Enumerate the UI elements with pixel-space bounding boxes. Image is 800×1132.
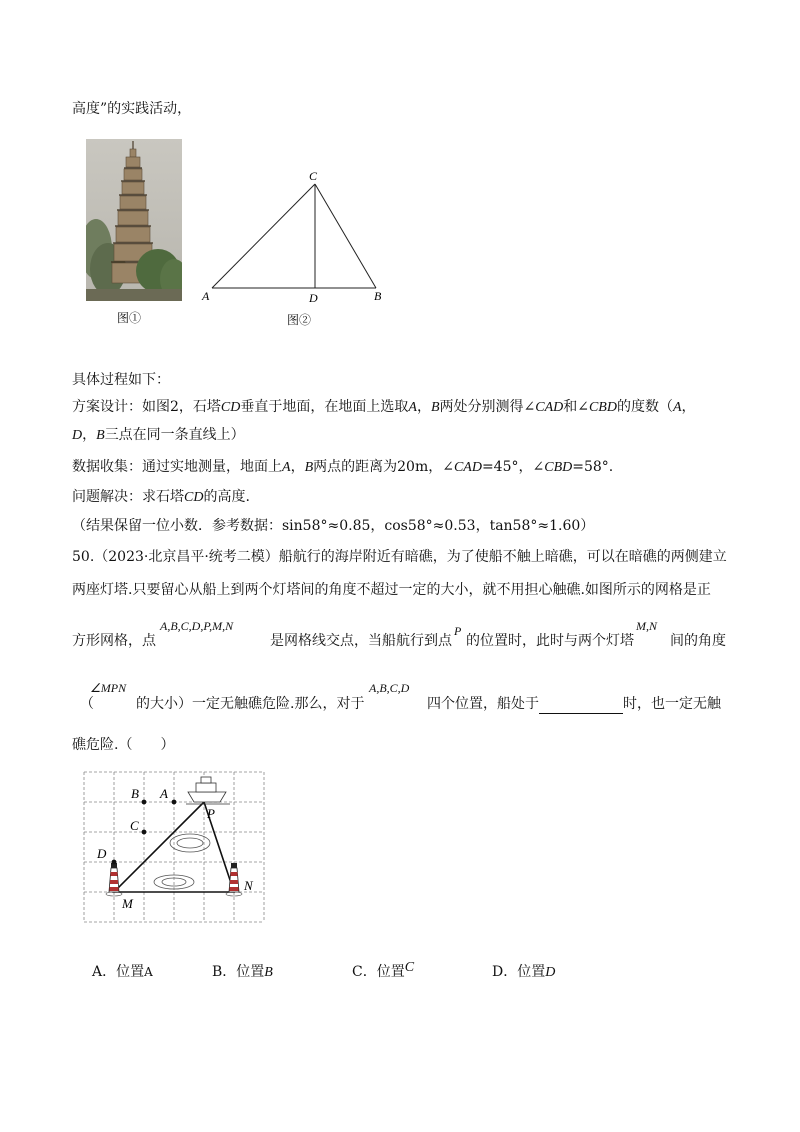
- label-d: D: [309, 291, 318, 305]
- design-angle-cad: CAD: [535, 400, 564, 415]
- data-text-d: =45°，∠: [481, 459, 545, 475]
- design2-text-a: ，: [82, 427, 97, 443]
- design-point-b: B: [430, 400, 440, 415]
- label-a: A: [202, 289, 210, 303]
- design-text-a: 方案设计：如图2，石塔: [72, 399, 221, 415]
- option-a-value: A: [144, 965, 153, 979]
- data-point-a: A: [282, 460, 291, 475]
- q50-point-p: P: [454, 624, 462, 638]
- q50-line-3a: 方形网格，点: [72, 633, 156, 649]
- solve-cd: CD: [184, 490, 204, 505]
- design-text-e: 的度数（: [616, 399, 673, 415]
- design-line-1: [72, 397, 696, 418]
- option-c-label: C．位置: [352, 964, 405, 980]
- segment-ac: [212, 184, 315, 288]
- grid-label-c: C: [130, 818, 139, 833]
- option-d-value: D: [545, 965, 556, 980]
- point-c-dot: [142, 830, 147, 835]
- fig1-caption: 图①: [117, 311, 142, 325]
- grid-diagram: [80, 770, 270, 926]
- lighthouse-n-icon: [226, 863, 242, 896]
- q50-line-1: 50.（2023·北京昌平·统考二模）船航行的海岸附近有暗礁，为了使船不触上暗礁，可以在暗礁的两侧建立: [72, 549, 727, 565]
- point-b-dot: [142, 800, 147, 805]
- design-cd: CD: [220, 400, 241, 415]
- answer-blank[interactable]: [539, 699, 623, 714]
- segment-cb: [315, 184, 376, 288]
- q50-text-4d: 时，也一定无触: [623, 696, 721, 712]
- reference-note: （结果保留一位小数．参考数据：sin58°≈0.85，cos58°≈0.53，tan58°≈1.60）: [72, 518, 595, 534]
- grid-lines: [84, 772, 264, 922]
- design-angle-cbd: CBD: [588, 400, 617, 415]
- data-text-b: ，: [290, 459, 305, 475]
- option-c-value: C: [404, 960, 415, 975]
- data-point-b: B: [304, 460, 314, 475]
- q50-line-3b: 是网格线交点，当船航行到点: [270, 633, 452, 649]
- design-line-2: [72, 425, 245, 446]
- pagoda-image: [86, 139, 182, 301]
- q50-line-4a: （: [80, 696, 94, 712]
- q50-line-4c: [427, 694, 721, 714]
- option-d-label: D．位置: [492, 964, 546, 980]
- grid-label-n: N: [244, 878, 253, 893]
- design-text-b: 垂直于地面，在地面上选取: [240, 399, 409, 415]
- pagoda-photo: [86, 139, 182, 301]
- design-point-a2: A: [672, 400, 682, 415]
- ship-icon: [186, 777, 230, 804]
- fig2-caption: 图②: [287, 313, 312, 327]
- grid-label-b: B: [131, 786, 139, 801]
- solve-text-a: 问题解决：求石塔: [72, 489, 184, 505]
- grid-label-a: A: [160, 786, 168, 801]
- design-text-d: 和∠: [563, 399, 589, 415]
- option-a-label: A．位置: [92, 964, 145, 980]
- triangle-diagram: [198, 162, 398, 312]
- point-d-dot: [112, 860, 117, 865]
- label-c: C: [309, 169, 318, 183]
- data-text-a: 数据收集：通过实地测量，地面上: [72, 459, 282, 475]
- design2-text-b: 三点在同一条直线上）: [104, 427, 245, 443]
- solve-line: [72, 487, 250, 508]
- design-text-f: ，: [681, 399, 696, 415]
- reef-shapes: [154, 834, 210, 889]
- design-text-c: 两处分别测得∠: [439, 399, 536, 415]
- design-point-a: A: [408, 400, 417, 415]
- data-text-e: =58°.: [572, 459, 614, 475]
- lighthouse-m-icon: [106, 863, 122, 896]
- process-title: 具体过程如下：: [72, 372, 170, 388]
- grid-label-m: M: [122, 896, 133, 911]
- design-comma: ，: [416, 399, 431, 415]
- q50-points: A,B,C,D,P,M,N: [160, 619, 234, 633]
- point-a-dot: [172, 800, 177, 805]
- label-b: B: [374, 289, 382, 303]
- solve-text-b: 的高度.: [203, 489, 250, 505]
- q50-line-2: 两座灯塔.只要留心从船上到两个灯塔间的角度不超过一定的大小，就不用担心触礁.如图所示的网格是正: [72, 582, 711, 598]
- grid-label-p: P: [207, 806, 215, 821]
- option-c[interactable]: [352, 962, 414, 983]
- intro-line: 高度”的实践活动，: [72, 101, 192, 117]
- option-b-label: B．位置: [212, 964, 265, 980]
- q50-line-3c: 的位置时，此时与两个灯塔: [466, 633, 634, 649]
- grid-label-d: D: [97, 846, 107, 861]
- data-text-c: 两点的距离为20m，∠: [313, 459, 454, 475]
- q50-mn: M,N: [636, 619, 657, 633]
- data-line: [72, 457, 613, 478]
- q50-line-3d: 间的角度: [670, 633, 726, 649]
- q50-text-4c: 四个位置，船处于: [427, 696, 539, 712]
- design2-point-d: D: [72, 428, 83, 443]
- q50-angle-mpn: ∠MPN: [90, 681, 127, 695]
- option-d[interactable]: [492, 962, 555, 983]
- data-angle-cad: CAD: [453, 460, 482, 475]
- q50-line-5: 礁危险.（ ）: [72, 737, 175, 753]
- option-a[interactable]: [92, 962, 153, 982]
- option-b[interactable]: [212, 962, 273, 983]
- q50-abcd: A,B,C,D: [369, 681, 410, 695]
- q50-line-4b: 的大小）一定无触礁危险.那么，对于: [136, 696, 365, 712]
- option-b-value: B: [264, 965, 273, 980]
- data-angle-cbd: CBD: [544, 460, 573, 475]
- design2-point-b: B: [96, 428, 105, 443]
